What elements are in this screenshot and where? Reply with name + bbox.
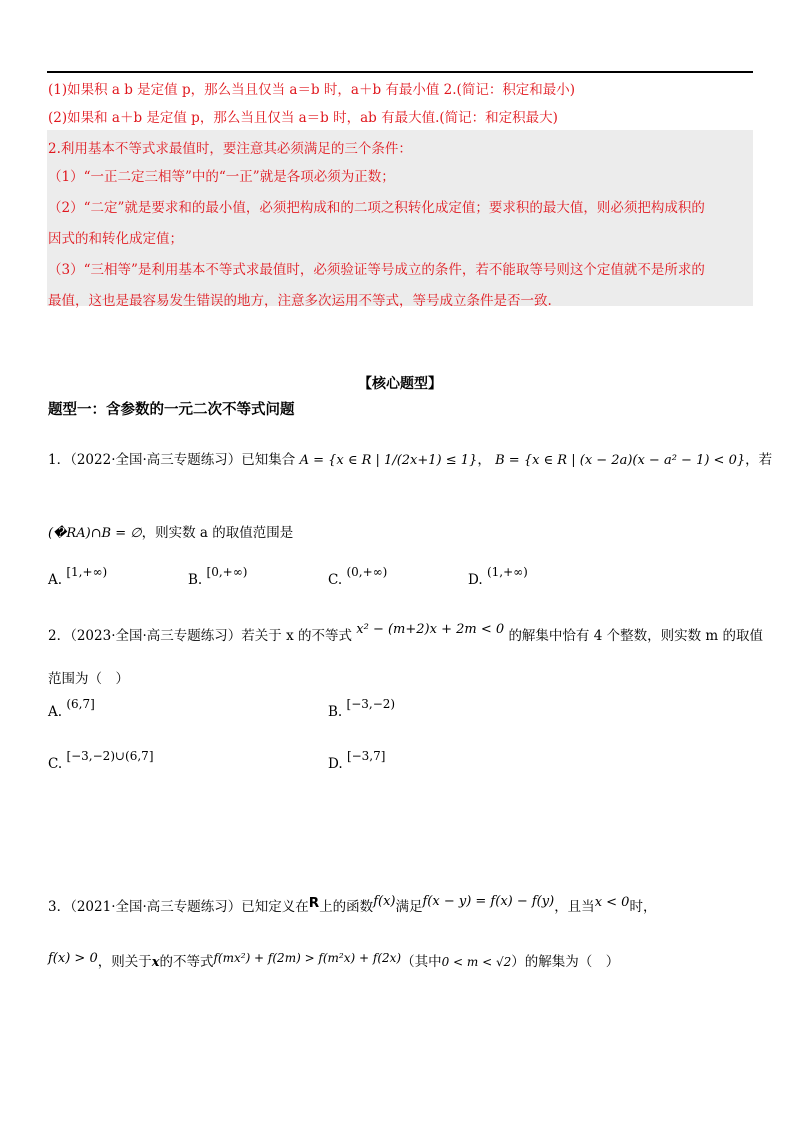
q3-real-set: R: [308, 895, 320, 911]
option-value: (0,+∞): [346, 565, 388, 579]
option-label: C.: [48, 756, 63, 772]
question-1-line-2: [48, 521, 293, 541]
q2-option-d[interactable]: [328, 749, 386, 772]
q3-fx: f(x): [373, 894, 396, 909]
question-2-line-1: [48, 624, 763, 644]
q3-x: x: [151, 955, 160, 970]
q2-option-c[interactable]: [48, 749, 154, 772]
q2-prefix: 2．（2023·全国·高三专题练习）若关于 x 的不等式: [48, 628, 352, 644]
tip-line-2: (2)如果和 a＋b 是定值 p，那么当且仅当 a＝b 时，ab 有最大值.(简记：和定积最大): [48, 110, 558, 126]
question-type-heading: 题型一：含参数的一元二次不等式问题: [48, 401, 295, 418]
q2-option-a[interactable]: [48, 697, 95, 720]
question-2-line-2: 范围为（ ）: [48, 671, 129, 687]
q1-sep: ，: [477, 452, 491, 468]
option-label: A.: [48, 704, 63, 720]
conditions-heading: 2.利用基本不等式求最值时，要注意其必须满足的三个条件：: [48, 141, 412, 157]
option-label: C.: [328, 572, 343, 588]
q3-f-positive: f(x) > 0: [48, 951, 98, 966]
option-value: [0,+∞): [206, 565, 248, 579]
q3-prefix: 3．（2021·全国·高三专题练习）已知定义在: [48, 899, 309, 915]
q1-prefix: 1．（2022·全国·高三专题练习）已知集合: [48, 452, 296, 468]
q2-suffix: 的解集中恰有 4 个整数，则实数 m 的取值: [508, 628, 763, 644]
q3-mid1: 上的函数: [319, 899, 374, 915]
q3-mid2: 满足: [395, 899, 423, 915]
condition-1: （1）“一正二定三相等”中的“一正”就是各项必须为正数；: [48, 169, 395, 185]
question-1-line-1: [48, 448, 772, 468]
q3-end1: 时，: [629, 899, 657, 915]
q3-inequality: f(mx²) + f(2m) > f(m²x) + f(2x): [213, 951, 402, 965]
q2-option-b[interactable]: [328, 697, 396, 720]
q1-option-c[interactable]: [328, 565, 388, 588]
option-label: B.: [328, 704, 343, 720]
q1-option-d[interactable]: [468, 565, 528, 588]
q3-equation: f(x − y) = f(x) − f(y): [422, 894, 555, 909]
q1-ask: ，则实数 a 的取值范围是: [141, 525, 294, 541]
q3-paren2: ）的解集为（ ）: [511, 954, 620, 970]
option-label: D.: [328, 756, 343, 772]
q1-set-b: B = {x ∈ R | (x − 2a)(x − a² − 1) < 0}: [495, 453, 746, 468]
q1-condition: (�RA)∩B = ∅: [48, 526, 142, 541]
section-title: 【核心题型】: [358, 376, 442, 392]
tip-line-1: (1)如果积 a b 是定值 p，那么当且仅当 a＝b 时，a＋b 有最小值 2.(简记：积定和最小): [48, 82, 576, 98]
q2-inequality: x² − (m+2)x + 2m < 0: [356, 622, 505, 637]
option-value: [−3,7]: [346, 749, 386, 763]
option-value: (6,7]: [66, 697, 95, 711]
question-3-line-2: [48, 950, 619, 970]
condition-3b: 最值，这也是最容易发生错误的地方，注意多次运用不等式，等号成立条件是否一致.: [48, 293, 552, 309]
condition-3a: （3）“三相等”是利用基本不等式求最值时，必须验证等号成立的条件，若不能取等号则这个定值就不是所求的: [48, 262, 705, 278]
option-value: [−3,−2): [346, 697, 396, 711]
q3-paren1: （其中: [401, 954, 442, 970]
q3-mid3: ，且当: [554, 899, 595, 915]
q3-x-neg: x < 0: [594, 895, 630, 910]
option-value: [−3,−2)∪(6,7]: [66, 749, 154, 763]
q1-suffix: ，若: [745, 452, 773, 468]
q1-set-a: A = {x ∈ R | 1/(2x+1) ≤ 1}: [299, 453, 478, 468]
q3-mid4: ，则关于: [97, 954, 152, 970]
option-label: A.: [48, 572, 63, 588]
question-3-line-1: [48, 895, 656, 915]
option-value: [1,+∞): [66, 565, 108, 579]
q1-option-b[interactable]: [188, 565, 248, 588]
condition-2b: 因式的和转化成定值；: [48, 231, 183, 247]
q3-mid5: 的不等式: [159, 954, 214, 970]
option-value: (1,+∞): [486, 565, 528, 579]
q3-range: 0 < m < √2: [441, 955, 512, 969]
top-rule: [47, 71, 753, 73]
condition-2a: （2）“二定”就是要求和的最小值，必须把构成和的二项之积转化成定值；要求积的最大值，则必须把构成积的: [48, 200, 705, 216]
option-label: D.: [468, 572, 483, 588]
q1-option-a[interactable]: [48, 565, 108, 588]
option-label: B.: [188, 572, 203, 588]
